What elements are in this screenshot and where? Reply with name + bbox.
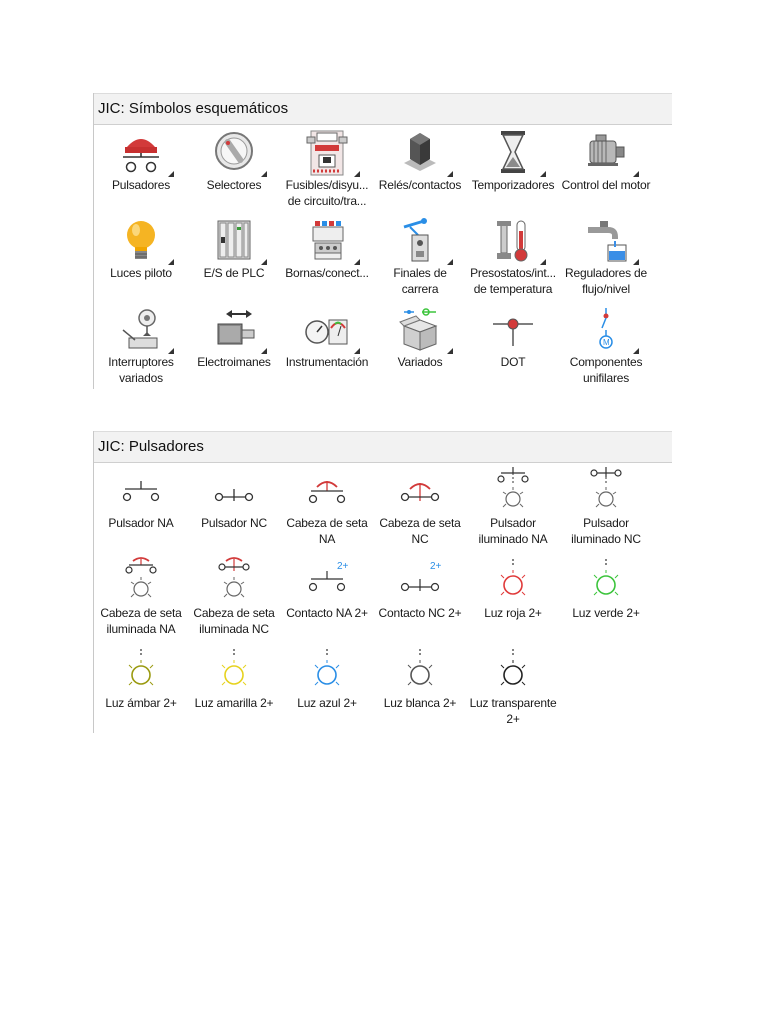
tile-label-line2: 2+ <box>506 712 520 726</box>
contact-nc-2plus-icon <box>373 557 467 605</box>
tile-label: Pulsador <box>583 516 629 530</box>
dot-icon <box>466 306 560 354</box>
tile-flow-level-regulators[interactable] <box>559 217 653 297</box>
faucet-icon <box>559 217 653 265</box>
badge-2plus: 2+ <box>337 561 349 572</box>
tile-pushbutton-no[interactable] <box>94 467 188 531</box>
tile-single-line-components[interactable] <box>559 306 653 386</box>
pushbutton-no-icon <box>94 467 188 515</box>
tile-light-red[interactable] <box>466 557 560 621</box>
plc-icon <box>187 217 281 265</box>
bulb-icon <box>94 217 188 265</box>
tile-label: Luces piloto <box>110 266 172 280</box>
tile-selectors[interactable] <box>187 129 281 193</box>
tile-label-line2: NA <box>318 532 336 546</box>
light-white-icon <box>373 647 467 695</box>
tile-label-line2: iluminado NA <box>478 532 548 546</box>
tile-lit-pushbutton-nc[interactable] <box>559 467 653 547</box>
tile-label: Componentes <box>569 355 643 369</box>
tile-label: Luz azul 2+ <box>297 696 357 710</box>
tile-dot[interactable] <box>466 306 560 370</box>
limit-switch-icon <box>373 217 467 265</box>
badge-2plus: 2+ <box>430 561 442 572</box>
solenoid-icon <box>187 306 281 354</box>
light-amber-icon <box>94 647 188 695</box>
panel-title: JIC: Pulsadores <box>94 431 672 463</box>
motor-icon <box>559 129 653 177</box>
tile-contact-no-2plus[interactable] <box>280 557 374 621</box>
tile-lit-mushroom-no[interactable] <box>94 557 188 637</box>
tile-relays[interactable] <box>373 129 467 193</box>
tile-label-line2: iluminado NC <box>571 532 641 546</box>
light-clear-icon <box>466 647 560 695</box>
tile-light-green[interactable] <box>559 557 653 621</box>
tile-label: Contacto NA 2+ <box>286 606 368 620</box>
tile-light-blue[interactable] <box>280 647 374 711</box>
tile-light-clear[interactable] <box>466 647 560 727</box>
tile-pushbuttons[interactable] <box>94 129 188 193</box>
pushbutton-icon <box>94 129 188 177</box>
terminal-icon <box>280 217 374 265</box>
thermometer-icon <box>466 217 560 265</box>
tile-solenoids[interactable] <box>187 306 281 370</box>
tile-label: Instrumentación <box>285 355 369 369</box>
box-icon <box>373 306 467 354</box>
lit-pushbutton-nc-icon <box>559 467 653 515</box>
tile-label-line2: de temperatura <box>473 282 553 296</box>
tile-label: Pulsador <box>490 516 536 530</box>
light-red-icon <box>466 557 560 605</box>
tile-label: Cabeza de seta <box>379 516 461 530</box>
tile-limit-switches[interactable] <box>373 217 467 297</box>
tile-terminals[interactable] <box>280 217 374 281</box>
tile-label: Contacto NC 2+ <box>378 606 462 620</box>
tile-label: Interruptores <box>108 355 174 369</box>
tile-timers[interactable] <box>466 129 560 193</box>
tile-miscellaneous[interactable] <box>373 306 467 370</box>
tile-label: Finales de <box>393 266 447 280</box>
tile-contact-nc-2plus[interactable] <box>373 557 467 621</box>
mushroom-nc-icon <box>373 467 467 515</box>
tile-label: Pulsador NC <box>201 516 267 530</box>
hourglass-icon <box>466 129 560 177</box>
schematic-symbols-panel <box>93 93 672 389</box>
lit-pushbutton-no-icon <box>466 467 560 515</box>
light-yellow-icon <box>187 647 281 695</box>
light-blue-icon <box>280 647 374 695</box>
tile-light-yellow[interactable] <box>187 647 281 711</box>
tile-pilot-lights[interactable] <box>94 217 188 281</box>
tile-lit-mushroom-nc[interactable] <box>187 557 281 637</box>
tile-label-line2: unifilares <box>582 371 630 385</box>
tile-mushroom-no[interactable] <box>280 467 374 547</box>
tile-label-line2: iluminada NA <box>106 622 176 636</box>
tile-pressure-temp-switches[interactable] <box>466 217 560 297</box>
tile-label: Variados <box>397 355 443 369</box>
fuse-icon <box>280 129 374 177</box>
tile-label: Bornas/conect... <box>285 266 369 280</box>
tile-label: Reguladores de <box>565 266 647 280</box>
light-green-icon <box>559 557 653 605</box>
single-line-icon <box>559 306 653 354</box>
tile-label: Luz roja 2+ <box>484 606 542 620</box>
tile-label: Electroimanes <box>197 355 271 369</box>
tile-mushroom-nc[interactable] <box>373 467 467 547</box>
svg-text:M: M <box>603 338 610 347</box>
tile-label: Luz amarilla 2+ <box>194 696 274 710</box>
gauge-icon <box>280 306 374 354</box>
tile-label: Pulsador NA <box>108 516 174 530</box>
lit-mushroom-nc-icon <box>187 557 281 605</box>
tile-label-line2: iluminada NC <box>199 622 269 636</box>
tile-light-white[interactable] <box>373 647 467 711</box>
tile-label: Pulsadores <box>111 178 171 192</box>
tile-label: Selectores <box>206 178 262 192</box>
tile-label: Relés/contactos <box>378 178 462 192</box>
tile-misc-switches[interactable] <box>94 306 188 386</box>
tile-label: Cabeza de seta <box>100 606 182 620</box>
lit-mushroom-no-icon <box>94 557 188 605</box>
tile-label-line2: NC <box>411 532 429 546</box>
tile-lit-pushbutton-no[interactable] <box>466 467 560 547</box>
tile-instrumentation[interactable] <box>280 306 374 370</box>
tile-label: Temporizadores <box>471 178 555 192</box>
tile-label: Luz verde 2+ <box>572 606 640 620</box>
mushroom-no-icon <box>280 467 374 515</box>
tile-label-line2: variados <box>119 371 163 385</box>
switch-misc-icon <box>94 306 188 354</box>
tile-label: Luz blanca 2+ <box>383 696 457 710</box>
pushbuttons-panel <box>93 431 672 733</box>
tile-fuses[interactable] <box>280 129 374 209</box>
tile-light-amber[interactable] <box>94 647 188 711</box>
tile-label: Fusibles/disyu... <box>285 178 369 192</box>
tile-label: Cabeza de seta <box>286 516 368 530</box>
tile-label-line2: de circuito/tra... <box>287 194 367 208</box>
tile-label-line2: carrera <box>401 282 439 296</box>
tile-label: Luz transparente <box>469 696 557 710</box>
tile-label: Luz ámbar 2+ <box>105 696 177 710</box>
tile-motor-control[interactable] <box>559 129 653 193</box>
contact-no-2plus-icon <box>280 557 374 605</box>
tile-label: Control del motor <box>561 178 651 192</box>
selector-icon <box>187 129 281 177</box>
tile-label: Presostatos/int... <box>470 266 556 280</box>
relay-icon <box>373 129 467 177</box>
panel-title: JIC: Símbolos esquemáticos <box>94 93 672 125</box>
tile-label: Cabeza de seta <box>193 606 275 620</box>
pushbutton-nc-icon <box>187 467 281 515</box>
tile-label: E/S de PLC <box>203 266 265 280</box>
tile-pushbutton-nc[interactable] <box>187 467 281 531</box>
tile-plc-io[interactable] <box>187 217 281 281</box>
tile-label-line2: flujo/nivel <box>582 282 630 296</box>
tile-label: DOT <box>500 355 526 369</box>
